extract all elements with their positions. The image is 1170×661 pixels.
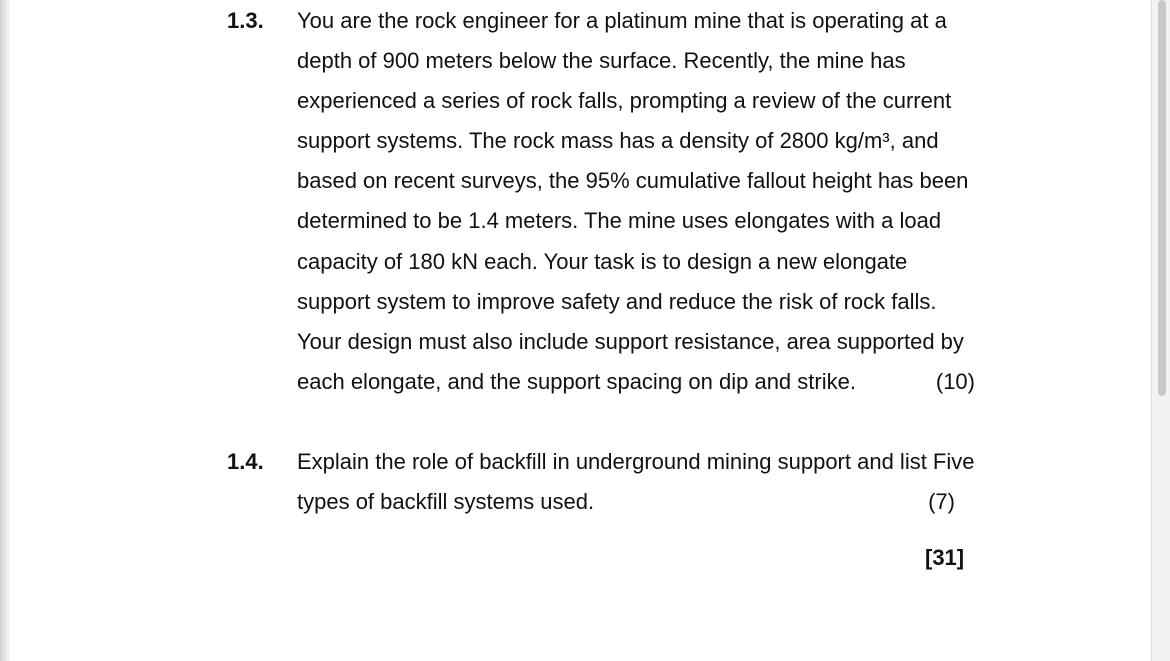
document-page bbox=[10, 0, 1152, 661]
text-line: Your design must also include support resistance, area supported by bbox=[297, 328, 964, 354]
text-line: based on recent surveys, the 95% cumulative fallout height has been bbox=[297, 168, 969, 194]
text-line: determined to be 1.4 meters. The mine uses elongates with a load bbox=[297, 208, 942, 234]
total-marks: [31] bbox=[925, 545, 965, 570]
text-line: types of backfill systems used. bbox=[297, 489, 595, 515]
question-text bbox=[297, 442, 997, 522]
text-line: You are the rock engineer for a platinum mine that is operating at a bbox=[297, 8, 947, 33]
scrollbar-thumb[interactable] bbox=[1158, 0, 1166, 396]
text-line: depth of 900 meters below the surface. Recently, the mine has bbox=[297, 48, 906, 74]
text-line: experienced a series of rock falls, prompting a review of the current bbox=[297, 88, 952, 114]
text-line-last bbox=[297, 482, 997, 522]
question-number: 1.4. bbox=[227, 449, 264, 474]
question-text bbox=[297, 1, 997, 402]
text-line: capacity of 180 kN each. Your task is to design a new elongate bbox=[297, 248, 908, 274]
text-line: each elongate, and the support spacing on dip and strike. bbox=[297, 368, 856, 394]
question-marks: (7) bbox=[928, 489, 955, 515]
page-shadow-edge bbox=[0, 0, 10, 661]
text-line-last bbox=[297, 362, 997, 402]
vertical-scrollbar[interactable] bbox=[1151, 0, 1170, 661]
question-marks: (10) bbox=[935, 368, 975, 394]
text-line: support system to improve safety and reduce the risk of rock falls. bbox=[297, 288, 937, 314]
text-line: support systems. The rock mass has a density of 2800 kg/m³, and bbox=[297, 128, 939, 154]
text-line: Explain the role of backfill in underground mining support and list Five bbox=[297, 449, 975, 474]
question-number: 1.3. bbox=[227, 8, 264, 33]
